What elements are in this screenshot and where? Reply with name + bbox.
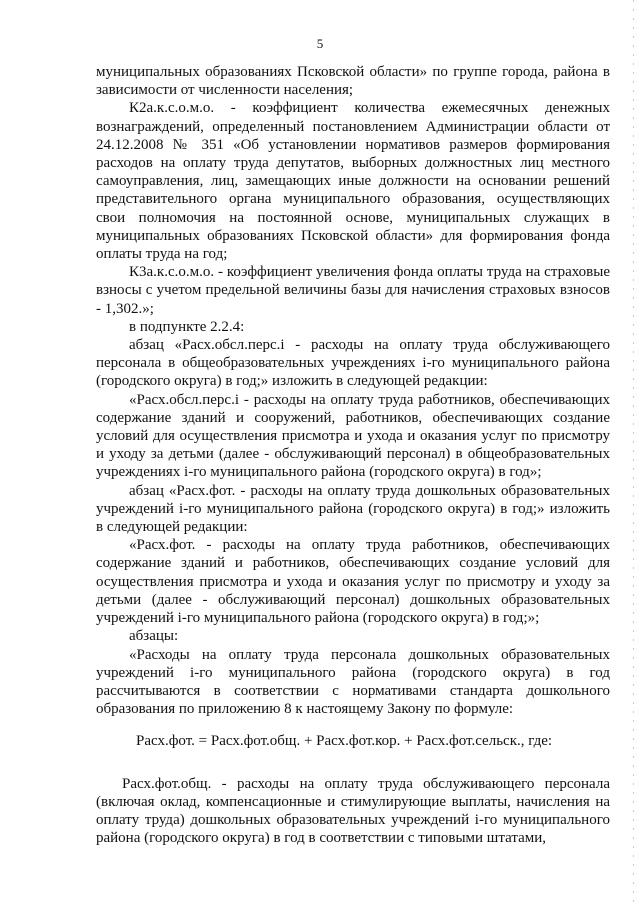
page-number: 5 [316,36,324,51]
paragraph-fot-obsh: Расх.фот.общ. - расходы на оплату труда обслуживающего персонала (включая оклад, компенсационные и стимулирующие выплаты, начисления на оплату труда) дошкольных образовательных учреждений i-го муниципального района (городского округа) в год в соответствии с типовыми штатами, [96,775,610,847]
paragraph-rashody-personal: «Расходы на оплату труда персонала дошкольных образовательных учреждений i-го муниципального района (городского округа) в год рассчитываются в соответствии с нормативами стандарта дошкольного образования по приложению 8 к настоящему Закону по формуле: [96,646,610,718]
paragraph-new-fot: «Расх.фот. - расходы на оплату труда работников, обеспечивающих содержание зданий и работников, обеспечивающих создание условий для осуществления присмотра и ухода и оказания услуг по присмотру и уходу за детьми (далее - обслуживающий персонал) дошкольных образовательных учреждений i-го муниципального района (городского округа) в год;»; [96,537,610,627]
paragraph-abzac-fot: абзац «Расх.фот. - расходы на оплату труда дошкольных образовательных учреждений i-го муниципального района (городского округа) в год;» изложить в следующей редакции: [96,482,610,536]
paragraph-abzacy: абзацы: [129,628,179,645]
paragraph-abzac-obsl-pers: абзац «Расх.обсл.перс.i - расходы на оплату труда обслуживающего персонала в общеобразовательных учреждениях i-го муниципального района (городского округа) в год;» изложить в следующей редакции: [96,337,610,390]
paragraph-k3-coefficient: К3а.к.с.о.м.о. - коэффициент увеличения фонда оплаты труда на страховые взносы с учетом предельной величины базы для начисления страховых взносов - 1,302.»; [96,264,610,317]
paragraph-k2-coefficient: К2а.к.с.о.м.о. - коэффициент количества ежемесячных денежных вознаграждений, определенный постановлением Администрации области от 24.12.2008 № 351 «Об установлении нормативов размеров формирования расходов на оплату труда депутатов, выборных должностных лиц местного самоуправления, лиц, замещающих иные должности на основании решений представительного органа муниципального образования, осуществляющих свои полномочия на постоянной основе, муниципальных служащих в муниципальных образованиях Псковской области» для формирования фонда оплаты труда на год; [96,100,610,263]
paragraph-subclause-heading: в подпункте 2.2.4: [129,318,245,335]
paragraph-continuation: муниципальных образованиях Псковской области» по группе города, района в зависимости от численности населения; [96,64,610,99]
scan-edge-line [633,0,634,905]
paragraph-new-obsl-pers: «Расх.обсл.перс.i - расходы на оплату труда работников, обеспечивающих содержание зданий и сооружений, работников, обеспечивающих создание условий для осуществления присмотра и ухода и оказания услуг по присмотру и уходу за детьми (далее - обслуживающий персонал) в общеобразовательных учреждениях i-го муниципального района (городского округа) в год»; [96,391,610,481]
formula: Расх.фот. = Расх.фот.общ. + Расх.фот.кор. + Расх.фот.сельск., где: [136,733,553,750]
document-body [96,63,610,847]
